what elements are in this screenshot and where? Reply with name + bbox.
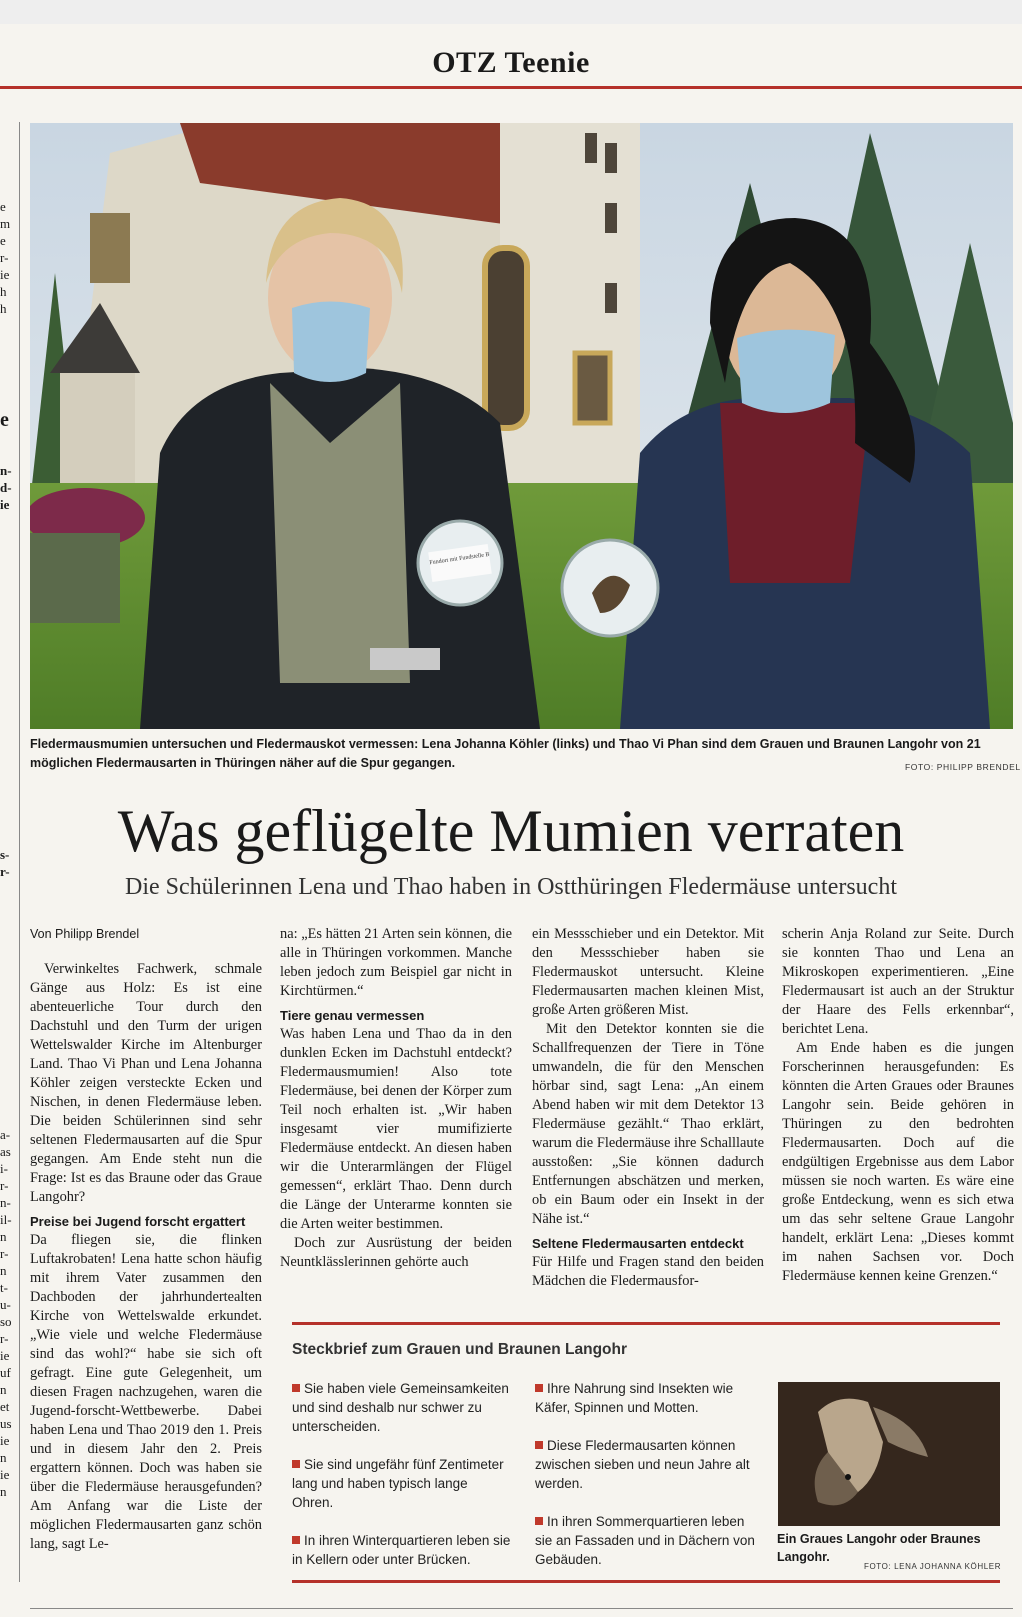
paragraph: Für Hilfe und Fragen stand den beiden Mädchen die Fledermausfor- [532,1254,764,1289]
subheading: Seltene Fledermausarten entdeckt [532,1236,744,1251]
infobox-bullet: Diese Fledermausarten können zwischen sieben und neun Jahre alt werden. [535,1438,750,1491]
subheading: Preise bei Jugend forscht ergattert [30,1214,246,1229]
bullet-square-icon [535,1441,543,1449]
paragraph: Da fliegen sie, die flinken Luftakrobaten! Lena hatte schon häufig mit ihrem Vater zusammen den Dachboden der jahrhundertealten Kirche von Wettelswalde erkundet. „Wie viele und welche Fledermäuse sind das wohl?“ habe sie sich oft gefragt. Eine gute Gelegenheit, um diesen Fragen nachzugehen, waren die Jugend-forscht-Wettbewerbe. Dabei haben Lena und Thao 2019 den 1. Preis und in diesem Jahr den 2. Preis ergattern können. Doch was haben sie über die Fledermäuse herausgefunden? Am Anfang war die Liste der möglichen Fledermausarten ganz schön lang, sagt Le- [30,1232,262,1552]
neighbor-text-fragment: e m e r- ie h h [0,199,11,316]
paragraph: Am Ende haben es die jungen Forscherinnen herausgefunden: Es könnten die Arten Graues oder Braunes Langohr sein. Beide gehören in Thüringen zu den bedrohten Fledermausarten. Doch auf die endgültigen Ergebnisse aus dem Labor müssen sie noch warten. Es wäre eine große Entdeckung, wenn es sich etwa um das sehr seltene Graue Langohr handelt, erklärt Lena: „Dieses kommt im nahen Sachsen vor. Doch Fledermäuse kennen keine Grenzen.“ [782,1040,1014,1284]
infobox-title: Steckbrief zum Grauen und Braunen Langohr [292,1341,628,1358]
bullet-square-icon [535,1517,543,1525]
bullet-square-icon [292,1384,300,1392]
article-column-3 [532,925,764,1291]
photo-illustration [30,123,1013,729]
infobox-bullet: Ihre Nahrung sind Insekten wie Käfer, Spinnen und Motten. [535,1381,734,1415]
wall-plaque [90,213,130,283]
bullet-square-icon [292,1460,300,1468]
infobox-bullet: Sie haben viele Gemeinsamkeiten und sind deshalb nur schwer zu unterscheiden. [292,1381,509,1434]
paragraph: Was haben Lena und Thao da in den dunklen Ecken im Dachstuhl entdeckt? Fledermausmumien! Also tote Fledermäuse, bei denen der Körper zum Teil noch erhalten ist. „Wir haben insgesamt vier mumifizierte Fledermäuse entdeckt. An diesen haben wir die Unterarmlängen der Flügel gemessen“, erklärt Thao. Denn durch die Länge der Unterarme konnten sie die Arten weiter bestimmen. [280,1026,512,1232]
person-right-mask [737,330,835,413]
infobox-bottom-rule [292,1580,1000,1583]
paragraph: Mit den Detektor konnten sie die Schallfrequenzen der Tiere in Töne umwandeln, die für den Menschen hörbar sind, sagt Lena: „An einem Abend haben wir mit dem Detektor 13 Fledermäuse gezählt.“ Thao erklärt, warum die Fledermäuse ihre Schalllaute ausstoßen: „Sie können dadurch Entfernungen abschätzen und merken, ob ein Baum oder ein Insekt in der Nähe ist.“ [532,1021,764,1227]
person-left-mask [292,302,370,383]
bat-photo-credit: FOTO: LENA JOHANNA KÖHLER [864,1562,1002,1571]
page-bottom-rule [30,1608,1013,1609]
browser-top-band [0,0,1022,24]
section-masthead: OTZ Teenie [432,46,590,79]
article-column-1 [30,925,262,1554]
neighbor-text-fragment: n- d- ie [0,463,12,512]
main-photo [30,123,1013,729]
person-right-sweater [720,403,870,583]
masthead-rule [0,86,1022,89]
infobox-bullet: In ihren Sommerquartieren leben sie an Fassaden und in Dächern von Gebäuden. [535,1514,755,1567]
subheadline: Die Schülerinnen Lena und Thao haben in Ostthüringen Fledermäuse untersucht [124,874,898,900]
paragraph: na: „Es hätten 21 Arten sein können, die alle in Thüringen vorkommen. Manche leben jedoch zum Beispiel gar nicht in Kirchtürmen.“ [280,926,512,999]
bat-illustration [778,1382,1000,1526]
neighbor-text-fragment: e [0,412,9,429]
photo-caption: Fledermausmumien untersuchen und Fledermauskot vermessen: Lena Johanna Köhler (links) und Thao Vi Phan sind dem Grauen und Braunen Langohr von 21 möglichen Fledermausarten in Thüringen näher auf die Spur gegangen. [30,737,981,770]
infobox-bullet: Sie sind ungefähr fünf Zentimeter lang und haben typisch lange Ohren. [292,1457,504,1510]
byline: Von Philipp Brendel [30,927,140,941]
neighbor-text-fragment: s- r- [0,847,10,879]
caliper [370,648,440,670]
bullet-square-icon [535,1384,543,1392]
subheading: Tiere genau vermessen [280,1008,425,1023]
neighbor-text-fragment: a- as i- r- n- il- n r- n t- u- so r- ie uf n et us ie n ie n [0,1127,12,1499]
bullet-square-icon [292,1536,300,1544]
bat-photo [778,1382,1000,1526]
church-window [485,248,527,428]
specimen-label: Fundort mit Fundstelle B [429,551,490,567]
paragraph: scherin Anja Roland zur Seite. Durch sie konnten Thao und Lena an Mikroskopen experimentieren. „Eine Fledermausart ist auch an der Struktur der Haare des Fells erkennbar“, berichtet Lena. [782,926,1014,1037]
photo-credit: FOTO: PHILIPP BRENDEL [905,762,1021,772]
paragraph: Verwinkeltes Fachwerk, schmale Gänge aus Holz: Es ist eine abenteuerliche Tour durch den Dachstuhl und den Turm der urigen Wettelswalder Kirche im Altenburger Land. Thao Vi Phan und Lena Johanna Köhler zeigen versteckte Ecken und Nischen, in denen Fledermäuse leben. Die beiden Schülerinnen sind sehr seltenen Fledermausarten auf die Spur gegangen. Am Ende steht nun die Frage: Ist es das Braune oder das Graue Langohr? [30,961,262,1205]
article-column-4 [782,925,1014,1286]
article-column-2 [280,925,512,1272]
infobox-bullet: In ihren Winterquartieren leben sie in Kellern oder unter Brücken. [292,1533,511,1567]
paragraph: ein Messschieber und ein Detektor. Mit den Messschieber haben sie Fledermauskot untersucht. Kleine Fledermausarten machen kleinen Mist, große Arten größeren Mist. [532,926,764,1018]
church-door [575,353,610,423]
bat-photo-caption: Ein Graues Langohr oder Braunes Langohr. [777,1532,981,1564]
infobox-top-rule [292,1322,1000,1325]
headline: Was geflügelte Mumien verraten [117,798,905,864]
paragraph: Doch zur Ausrüstung der beiden Neuntklässlerinnen gehörte auch [280,1235,512,1270]
